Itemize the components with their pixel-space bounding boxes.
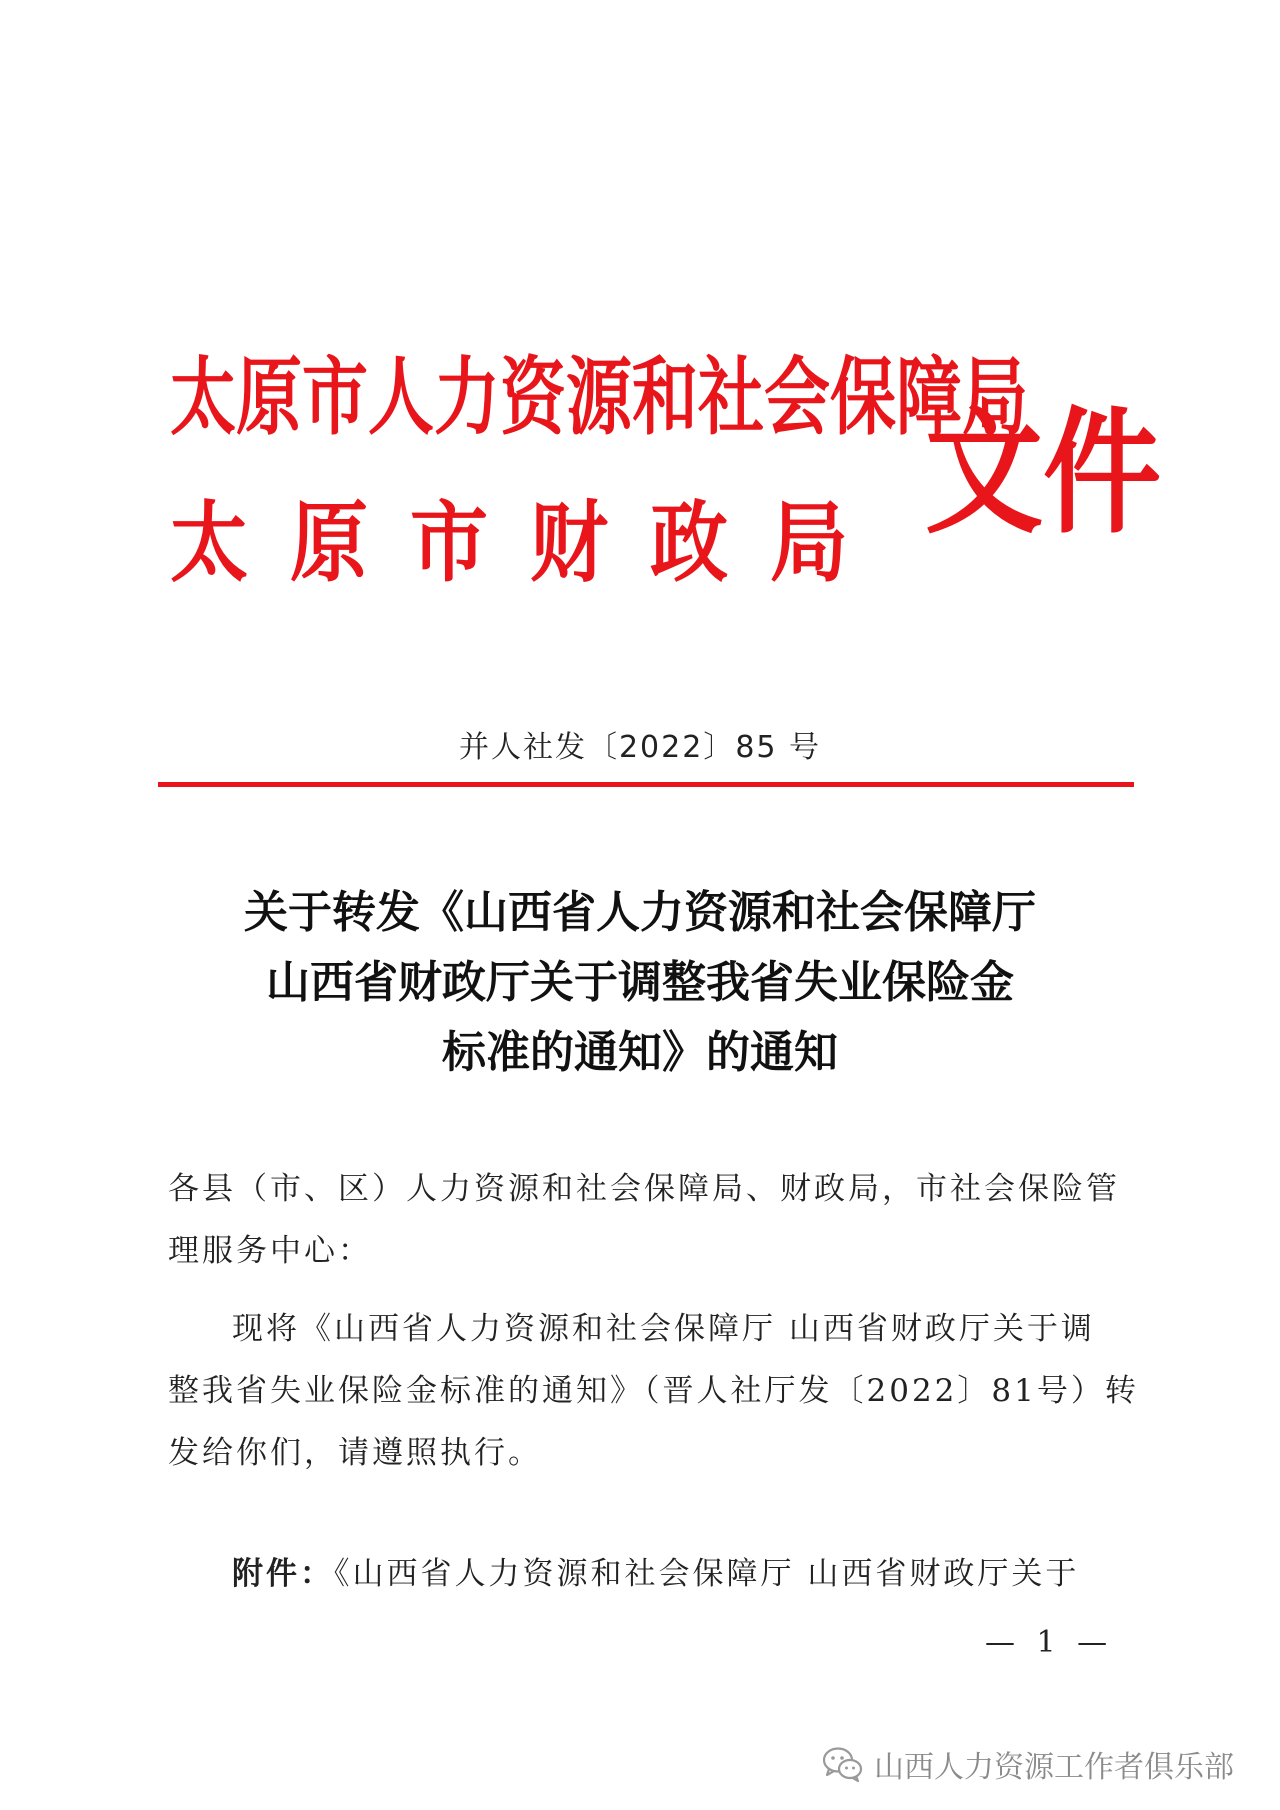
- watermark: [822, 1741, 1234, 1787]
- recipients-line: 理服务中心：: [168, 1233, 372, 1269]
- paragraph-line: 整我省失业保险金标准的通知》（晋人社厅发〔2022〕81号）转: [168, 1373, 1139, 1409]
- watermark-text: 山西人力资源工作者俱乐部: [874, 1750, 1234, 1785]
- document-label: 文件: [925, 392, 1162, 553]
- document-title: [0, 878, 1280, 1088]
- attachment-line: [232, 1548, 1079, 1593]
- red-masthead: [170, 347, 1162, 620]
- body-paragraph: [168, 1298, 1139, 1484]
- recipients-line: 各县（市、区）人力资源和社会保障局、财政局，市社会保险管: [168, 1171, 1120, 1207]
- page-number: — 1 —: [985, 1625, 1114, 1660]
- title-line: 山西省财政厅关于调整我省失业保险金: [266, 957, 1014, 1008]
- recipients: [168, 1158, 1128, 1282]
- attachment-text: 《山西省人力资源和社会保障厅 山西省财政厅关于: [334, 1556, 1080, 1592]
- issuer-hrss-bureau: 太原市人力资源和社会保障局: [170, 347, 1028, 448]
- title-line: 关于转发《山西省人力资源和社会保障厅: [244, 887, 1036, 938]
- red-divider-line: [158, 782, 1134, 787]
- title-line: 标准的通知》的通知: [442, 1027, 838, 1078]
- document-number: 并人社发〔2022〕85 号: [458, 730, 822, 765]
- attachment-label: 附件：: [232, 1556, 334, 1592]
- issuer-finance-bureau: 太原市财政局: [170, 492, 891, 595]
- paragraph-line: 现将《山西省人力资源和社会保障厅 山西省财政厅关于调: [232, 1311, 1095, 1347]
- paragraph-line: 发给你们，请遵照执行。: [168, 1435, 542, 1471]
- wechat-icon: [822, 1745, 864, 1783]
